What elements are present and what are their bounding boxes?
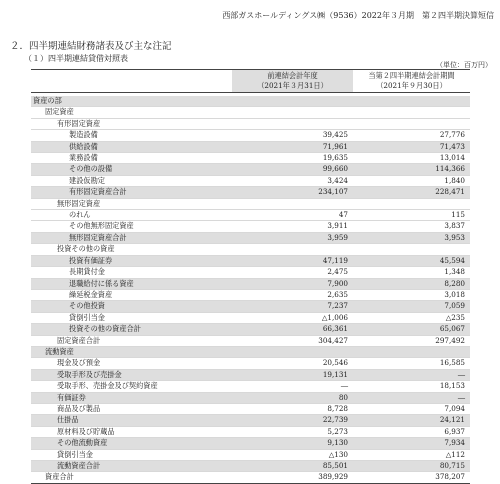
current-period-value: 8,280 (353, 278, 470, 289)
prev-period-value: 7,237 (232, 301, 353, 312)
current-period-value: 27,776 (353, 130, 470, 141)
table-row (31, 164, 470, 175)
table-row (31, 267, 470, 278)
row-label: 固定資産 (31, 107, 232, 118)
row-label: 供給設備 (31, 141, 232, 152)
current-period-value: 16,585 (353, 358, 470, 369)
table-header-row (31, 70, 470, 93)
row-label: 退職給付に係る資産 (31, 278, 232, 289)
prev-period-value (232, 346, 353, 357)
row-label: 有価証券 (31, 392, 232, 403)
row-label: その他の設備 (31, 164, 232, 175)
row-label: 商品及び製品 (31, 403, 232, 414)
row-label: 流動資産合計 (31, 461, 232, 472)
table-row (31, 392, 470, 403)
current-period-value: 1,348 (353, 267, 470, 278)
prev-period-value: 5,273 (232, 426, 353, 437)
table-row (31, 289, 470, 300)
current-period-value: △112 (353, 449, 470, 460)
current-period-value (353, 244, 470, 255)
row-label: 建設仮勘定 (31, 175, 232, 186)
current-period-value: 378,207 (353, 472, 470, 483)
row-label: 無形固定資産 (31, 198, 232, 209)
row-label: 有形固定資産合計 (31, 187, 232, 198)
row-label: 受取手形及び売掛金 (31, 369, 232, 380)
current-period-value: ― (353, 369, 470, 380)
table-row (31, 107, 470, 118)
prev-period-value: 71,961 (232, 141, 353, 152)
prev-period-value: 39,425 (232, 130, 353, 141)
current-period-value: 7,934 (353, 438, 470, 449)
table-row (31, 118, 470, 129)
table-row (31, 198, 470, 209)
prev-period-value: 9,130 (232, 438, 353, 449)
row-label: その他投資 (31, 301, 232, 312)
current-period-date: （2021年９月30日） (376, 81, 447, 90)
prev-period-value: 19,635 (232, 153, 353, 164)
table-row (31, 96, 470, 107)
current-period-value: ― (353, 392, 470, 403)
current-period-value: 45,594 (353, 255, 470, 266)
prev-period-value: 8,728 (232, 403, 353, 414)
row-label: 投資その他の資産 (31, 244, 232, 255)
current-period-value: 297,492 (353, 335, 470, 346)
prev-period-header (232, 70, 353, 93)
row-label: 資産の部 (31, 96, 232, 107)
row-label: 仕掛品 (31, 415, 232, 426)
table-row (31, 175, 470, 186)
current-period-header (353, 70, 470, 93)
row-label: 繰延税金資産 (31, 289, 232, 300)
row-label: 現金及び預金 (31, 358, 232, 369)
prev-period-value: 47,119 (232, 255, 353, 266)
current-period-value (353, 107, 470, 118)
prev-period-value: 234,107 (232, 187, 353, 198)
prev-period-value (232, 118, 353, 129)
prev-period-title: 前連結会計年度 (267, 71, 318, 80)
subsection-title: （１）四半期連結貸借対照表 (24, 54, 128, 63)
prev-period-value (232, 96, 353, 107)
current-period-value: 80,715 (353, 461, 470, 472)
prev-period-value: 19,131 (232, 369, 353, 380)
current-period-value: 3,953 (353, 232, 470, 243)
row-label: 資産合計 (31, 472, 232, 483)
prev-period-value: 7,900 (232, 278, 353, 289)
current-period-value: 1,840 (353, 175, 470, 186)
table-row (31, 153, 470, 164)
table-row (31, 358, 470, 369)
table-row (31, 369, 470, 380)
prev-period-date: （2021年３月31日） (257, 81, 328, 90)
prev-period-value (232, 244, 353, 255)
row-label: 長期貸付金 (31, 267, 232, 278)
table-row (31, 426, 470, 437)
table-row (31, 221, 470, 232)
prev-period-value (232, 198, 353, 209)
row-label: 固定資産合計 (31, 335, 232, 346)
current-period-value: △235 (353, 312, 470, 323)
current-period-title: 当第２四半期連結会計期間 (368, 71, 455, 80)
row-label: 受取手形、売掛金及び契約資産 (31, 381, 232, 392)
current-period-value: 3,837 (353, 221, 470, 232)
prev-period-value: ― (232, 381, 353, 392)
table-row (31, 312, 470, 323)
row-label: 無形固定資産合計 (31, 232, 232, 243)
prev-period-value (232, 107, 353, 118)
row-label: 有形固定資産 (31, 118, 232, 129)
row-label: 原材料及び貯蔵品 (31, 426, 232, 437)
row-label: 貸倒引当金 (31, 312, 232, 323)
prev-period-value: △1,006 (232, 312, 353, 323)
current-period-value (353, 346, 470, 357)
table-row (31, 301, 470, 312)
row-label: のれん (31, 210, 232, 221)
row-label: 貸倒引当金 (31, 449, 232, 460)
table-row (31, 278, 470, 289)
current-period-value: 65,067 (353, 324, 470, 335)
table-row (31, 255, 470, 266)
current-period-value: 7,059 (353, 301, 470, 312)
table-row (31, 232, 470, 243)
prev-period-value: 66,361 (232, 324, 353, 335)
table-row (31, 415, 470, 426)
prev-period-value: 3,959 (232, 232, 353, 243)
prev-period-value: 47 (232, 210, 353, 221)
prev-period-value: 99,660 (232, 164, 353, 175)
table-row (31, 210, 470, 221)
prev-period-value: 3,911 (232, 221, 353, 232)
prev-period-value: 85,501 (232, 461, 353, 472)
table-row (31, 335, 470, 346)
table-row (31, 381, 470, 392)
current-period-value (353, 118, 470, 129)
current-period-value: 114,366 (353, 164, 470, 175)
prev-period-value: 304,427 (232, 335, 353, 346)
current-period-value: 24,121 (353, 415, 470, 426)
table-row (31, 324, 470, 335)
table-row (31, 449, 470, 460)
current-period-value: 6,937 (353, 426, 470, 437)
row-label: 製造設備 (31, 130, 232, 141)
table-body (31, 96, 470, 483)
current-period-value (353, 198, 470, 209)
document-header: 西部ガスホールディングス㈱（9536）2022年３月期 第２四半期決算短信 (222, 11, 494, 20)
prev-period-value: 80 (232, 392, 353, 403)
table-row (31, 438, 470, 449)
prev-period-value: 2,635 (232, 289, 353, 300)
prev-period-value: 2,475 (232, 267, 353, 278)
row-label: 流動資産 (31, 346, 232, 357)
prev-period-value: 389,929 (232, 472, 353, 483)
current-period-value (353, 96, 470, 107)
row-label: 投資その他の資産合計 (31, 324, 232, 335)
table-row (31, 461, 470, 472)
prev-period-value: △130 (232, 449, 353, 460)
current-period-value: 115 (353, 210, 470, 221)
row-label: 投資有価証券 (31, 255, 232, 266)
current-period-value: 3,018 (353, 289, 470, 300)
prev-period-value: 20,546 (232, 358, 353, 369)
label-column-header (31, 70, 232, 93)
current-period-value: 7,094 (353, 403, 470, 414)
row-label: その他流動資産 (31, 438, 232, 449)
current-period-value: 13,014 (353, 153, 470, 164)
section-title: ２．四半期連結財務諸表及び主な注記 (10, 41, 172, 52)
unit-label: （単位：百万円） (436, 61, 492, 69)
table-row (31, 244, 470, 255)
row-label: その他無形固定資産 (31, 221, 232, 232)
current-period-value: 71,473 (353, 141, 470, 152)
current-period-value: 18,153 (353, 381, 470, 392)
table-row (31, 346, 470, 357)
table-row (31, 187, 470, 198)
prev-period-value: 3,424 (232, 175, 353, 186)
table-row (31, 403, 470, 414)
current-period-value: 228,471 (353, 187, 470, 198)
prev-period-value: 22,739 (232, 415, 353, 426)
row-label: 業務設備 (31, 153, 232, 164)
table-row (31, 141, 470, 152)
table-row (31, 130, 470, 141)
balance-sheet-table (31, 69, 470, 484)
